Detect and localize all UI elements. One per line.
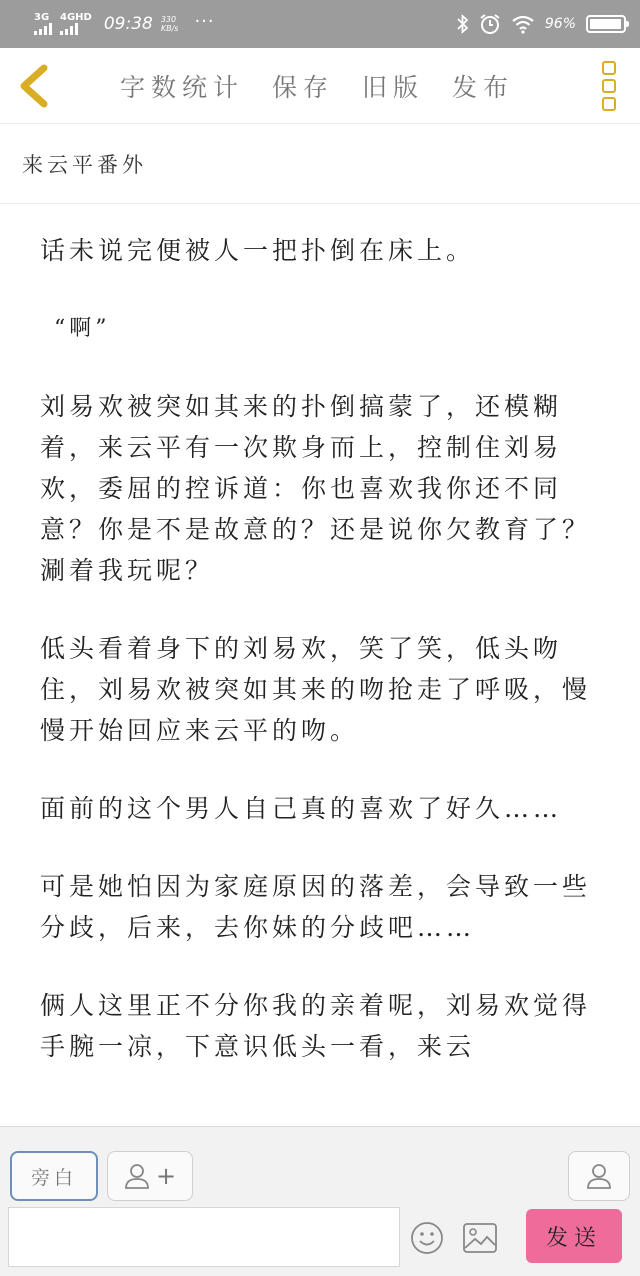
paragraph: 话未说完便被人一把扑倒在床上。 <box>40 236 476 265</box>
dialogue-input-bar <box>0 1126 640 1276</box>
network-label-1: 3G <box>34 12 50 23</box>
add-role-plus: + <box>155 1162 177 1190</box>
status-left <box>34 10 215 35</box>
more-menu-button[interactable] <box>598 61 620 111</box>
back-button[interactable] <box>14 62 54 110</box>
word-count-button[interactable]: 字数统计 <box>120 73 245 102</box>
smiley-icon <box>412 1223 442 1253</box>
signal-3g <box>34 13 52 35</box>
paragraph: 刘易欢被突如其来的扑倒搞蒙了，还模糊着，来云平有一次欺身而上，控制住刘易欢，委屈的控诉道：你也喜欢我你还不同意？你是不是故意的？还是说你欠教育了？涮着我玩呢？ <box>40 392 592 585</box>
status-bar <box>0 0 640 48</box>
speed-value: 330 <box>160 15 177 24</box>
send-button[interactable]: 发送 <box>526 1209 622 1263</box>
more-vertical-icon-dot <box>602 97 616 111</box>
message-input[interactable] <box>8 1207 400 1267</box>
emoji-button[interactable] <box>410 1221 444 1255</box>
signal-bars-icon <box>34 23 52 35</box>
person-add-icon <box>124 1163 150 1189</box>
image-icon <box>464 1224 496 1252</box>
publish-button[interactable]: 发布 <box>452 73 515 102</box>
status-right <box>457 13 626 35</box>
image-button[interactable] <box>462 1221 498 1255</box>
battery-icon <box>586 15 626 33</box>
battery-fill <box>590 19 621 29</box>
alarm-icon <box>479 13 501 35</box>
paragraph: 俩人这里正不分你我的亲着呢，刘易欢觉得手腕一凉，下意识低头一看，来云 <box>40 991 592 1061</box>
signal-4g <box>60 13 92 35</box>
wifi-icon <box>511 14 535 34</box>
paragraph: 面前的这个男人自己真的喜欢了好久…… <box>40 794 563 823</box>
toolbar-menu <box>120 48 542 124</box>
add-role-button[interactable] <box>107 1151 193 1201</box>
network-speed <box>161 15 179 33</box>
chapter-title: 来云平番外 <box>22 152 147 177</box>
paragraph: 可是她怕因为家庭原因的落差，会导致一些分歧，后来，去你妹的分歧吧…… <box>40 872 592 942</box>
more-notifications-icon: ··· <box>194 10 215 32</box>
bluetooth-icon <box>457 14 469 34</box>
aside-button[interactable] <box>10 1151 98 1201</box>
more-vertical-icon <box>602 61 616 75</box>
speed-unit: KB/s <box>160 24 179 33</box>
signal-bars-icon <box>60 23 78 35</box>
chevron-left-icon <box>24 68 44 104</box>
story-content[interactable] <box>0 204 640 1126</box>
paragraph: “啊” <box>54 316 111 341</box>
chapter-title-field[interactable] <box>0 124 640 204</box>
battery-percent: 96% <box>544 16 576 32</box>
role-select-button[interactable] <box>568 1151 630 1201</box>
more-vertical-icon-dot <box>602 79 616 93</box>
aside-label: 旁白 <box>30 1166 77 1189</box>
network-label-2: 4GHD <box>60 12 92 23</box>
paragraph: 低头看着身下的刘易欢，笑了笑，低头吻住，刘易欢被突如其来的吻抢走了呼吸，慢慢开始回应来云平的吻。 <box>40 634 592 745</box>
clock: 09:38 <box>103 14 153 34</box>
save-button[interactable]: 保存 <box>272 73 335 102</box>
person-icon <box>586 1163 612 1189</box>
old-version-button[interactable]: 旧版 <box>362 73 425 102</box>
editor-toolbar <box>0 48 640 124</box>
